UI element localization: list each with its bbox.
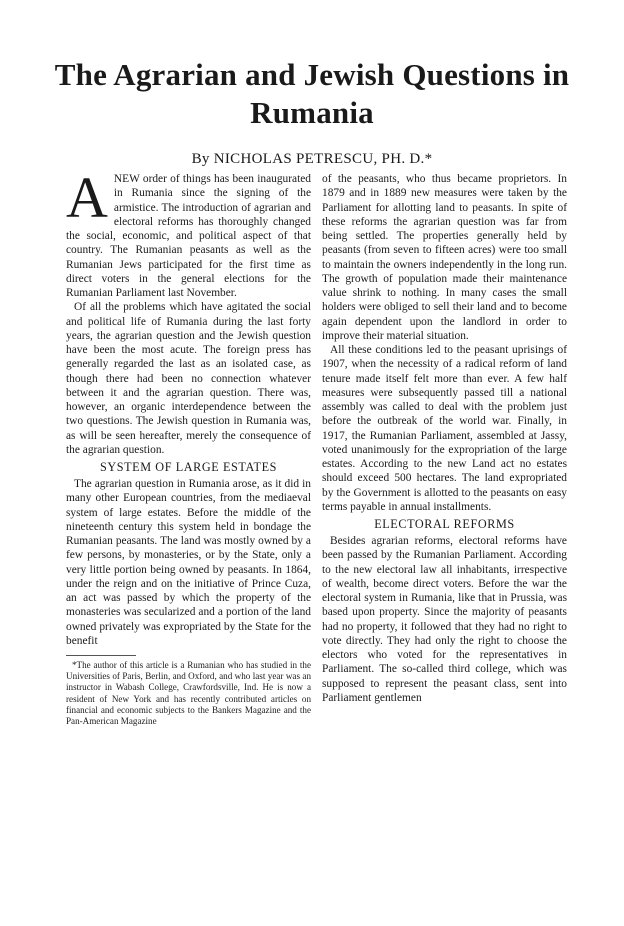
footnote-divider bbox=[66, 655, 136, 656]
section-heading-large-estates: SYSTEM OF LARGE ESTATES bbox=[99, 460, 278, 474]
section-heading-electoral-reforms: ELECTORAL REFORMS bbox=[374, 517, 515, 531]
paragraph-proprietors: of the peasants, who thus became proprietors. In 1879 and in 1889 new measures were taken by the Parliament for allotting land to peasants. In spite of these reforms the agrarian question was far from being settled. The properties generally held by peasants (from seven to fifteen acres) were too small to maintain the owners independently in the long run. The growth of population made their maintenance value shrink to nothing. In many cases the small holders were obliged to sell their land and to become again dependent upon the landlord in order to improve their material situation. bbox=[322, 173, 567, 342]
paragraph-electoral: Besides agrarian reforms, electoral reforms have been passed by the Rumanian Parliament. According to the new electoral law all inhabitants, irrespective of wealth, become direct voters. Before the war the electoral system in Rumania, like that in Prussia, was based upon property. Since the majority of peasants had no property, it followed that they had no right to vote directly. They had only the right to choose the electors who voted for the representatives in Parliament. The so-called third college, which was supposed to represent the peasant class, sent into Parliament gentlemen bbox=[322, 535, 567, 704]
left-column bbox=[66, 165, 311, 727]
right-column bbox=[322, 172, 567, 705]
author-footnote: *The author of this article is a Rumanian who has studied in the Universities of Paris, Berlin, and Oxford, and who last year was an instructor in Wabash College, Crawfordsville, Ind. He is now a resident of New York and has recently contributed articles on financial and economic subjects to the Bankers Magazine and the Pan-American Magazine bbox=[66, 660, 311, 727]
article-byline: By NICHOLAS PETRESCU, PH. D.* bbox=[191, 151, 433, 167]
intro-paragraph bbox=[66, 165, 311, 300]
paragraph-uprisings: All these conditions led to the peasant uprisings of 1907, when the necessity of a radical reform of land tenure made itself felt more than ever. A few half measures were subsequently passed till a national assembly was called to deal with the problem just before the outbreak of the world war. Finally, in 1917, the Rumanian Parliament, assembled at Jassy, voted unanimously for the expropriation of the large estates. According to the new Land act no estates should exceed 500 hectares. The land expropriated by the Government is allotted to the peasants on easy terms payable in annual installments. bbox=[322, 344, 567, 513]
intro-text: NEW order of things has been inaugurated in Rumania since the signing of the armistice. The introduction of agrarian and electoral reforms has thoroughly changed the social, economic, and political aspect of that country. The Rumanian peasants as well as the Rumanian Jews participated for the first time as direct voters in the general elections for the Rumanian Parliament last November. bbox=[66, 173, 311, 299]
article-title: The Agrarian and Jewish Questions in Rumania bbox=[54, 57, 570, 130]
paragraph-problems: Of all the problems which have agitated the social and political life of Rumania during the last forty years, the agrarian question and the Jewish question have been the most acute. The foreign press has generally regarded the last as an isolated case, as though there had been no connection whatever between it and the agrarian question. There was, however, an organic interdependence between the two questions. The Jewish question in Rumania was, as will be seen hereafter, merely the consequence of the agrarian question. bbox=[66, 301, 311, 456]
paragraph-agrarian-origin: The agrarian question in Rumania arose, as it did in many other European countries, from the mediaeval system of large estates. Before the middle of the nineteenth century this system held in bondage the Rumanian peasants. The land was mostly owned by a few persons, by monasteries, or by the State, only a very little portion being owned by peasants. In 1864, under the reign and on the initiative of Prince Cuza, an act was passed by which the property of the monasteries was secularized and a portion of the land owned privately was expropriated by the State for the benefit bbox=[66, 478, 311, 647]
drop-cap: A bbox=[66, 165, 108, 230]
